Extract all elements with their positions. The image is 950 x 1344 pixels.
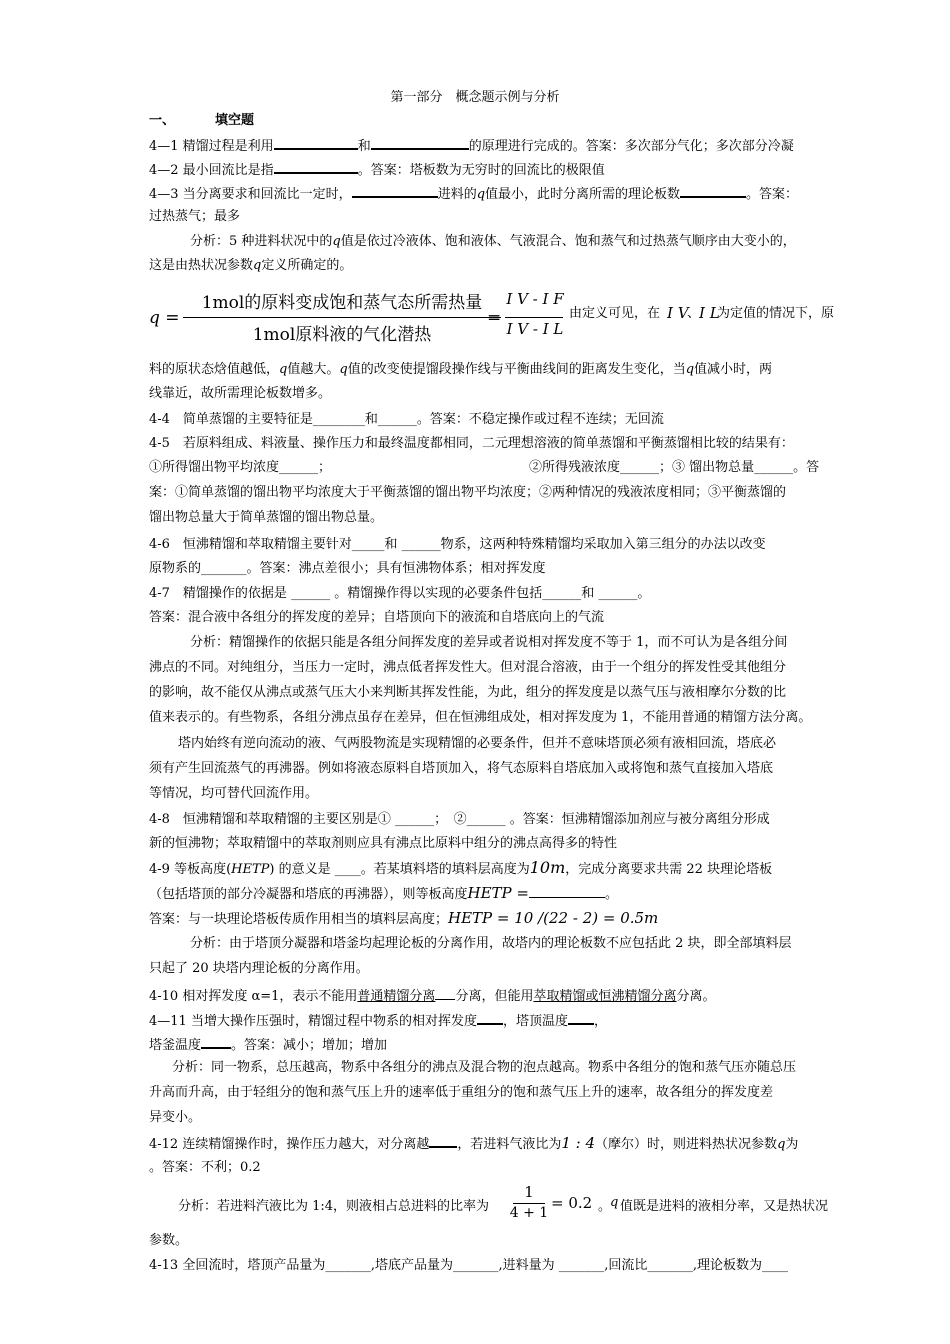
- q42-text-b: 。答案：塔板数为无穷时的回流比的极限值: [357, 163, 605, 178]
- q49-text-c: ，完成分离要求共需 22 块理论塔板: [565, 862, 773, 877]
- a2-text-c: 值的改变使提馏段操作线与平衡曲线间的距离发生变化，当: [347, 362, 686, 377]
- a7-text-a: 分析：若进料汽液比为 1:4，则液相占总进料的比率为: [178, 1199, 490, 1214]
- analysis-formula-follow: [149, 360, 839, 380]
- analysis-4-12: [178, 1183, 840, 1227]
- q411-blank-2: [568, 1010, 594, 1025]
- q49c-formula: HETP = 10 /(22 - 2) = 0.5m: [448, 909, 659, 927]
- a1b-symbol-q: q: [253, 258, 262, 273]
- formula-sep: 、: [687, 306, 701, 321]
- q49c-text-a: 答案：与一块理论塔板传质作用相当的填料层高度；: [149, 912, 449, 927]
- q41-blank-2: [371, 135, 469, 150]
- formula-numerator-2: I V - I F: [506, 290, 564, 308]
- q411-text-c: ，: [593, 1014, 607, 1029]
- q410-text-e: 分离。: [676, 989, 716, 1004]
- formula-tail: 为定值的情况下，原: [717, 306, 835, 321]
- analysis-4-9: 分析：由于塔顶分凝器和塔釜均起理论板的分离作用，故塔内的理论板数不应包括此 2 块，即全部填料层: [190, 936, 792, 951]
- q412-blank: [429, 1133, 457, 1148]
- q411b-blank: [201, 1034, 231, 1049]
- analysis-4-9-line2: 只起了 20 块塔内理论板的分离作用。: [149, 961, 369, 976]
- question-4-5-answer-2: 馏出物总量大于简单蒸馏的馏出物总量。: [149, 510, 384, 525]
- formula-fraction-bar-2: [505, 317, 563, 318]
- q43-text-b: 进料的: [437, 187, 477, 202]
- section-name: 填空题: [215, 113, 255, 128]
- analysis-4-7-para2: 塔内始终有逆向流动的液、气两股物流是实现精馏的必要条件，但并不意味塔顶必须有液相回流，塔底必: [178, 736, 777, 751]
- q410-text-a: 4-10 相对挥发度 α=1，表示不能用: [149, 989, 358, 1004]
- a2-symbol-q3: q: [685, 362, 695, 377]
- a2-text-b: 值越大。: [287, 362, 340, 377]
- q43-blank-2: [680, 183, 746, 198]
- question-4-8-line2: 新的恒沸物；萃取精馏中的萃取剂则应具有沸点比原料中组分的沸点高得多的特性: [149, 836, 618, 851]
- q49b-blank: [529, 884, 605, 898]
- question-4-9-line2: [149, 883, 839, 905]
- q43-symbol-q: q: [476, 187, 486, 202]
- formula-iv: I V: [667, 304, 689, 322]
- a7-frac-bar: [513, 1203, 545, 1204]
- analysis-4-7: 分析：精馏操作的依据只能是各组分间挥发度的差异或者说相对挥发度不等于 1，而不可认为是各组分间: [190, 635, 788, 650]
- a7-frac-denominator: 4 + 1: [509, 1205, 549, 1221]
- question-4-5: 4-5 若原料组成、料液量、操作压力和最终温度都相同，二元理想溶液的简单蒸馏和平衡蒸馏相比较的结果有：: [149, 436, 794, 451]
- question-4-12-answer: 。答案：不利；0.2: [149, 1160, 261, 1175]
- q410-text-c: 分离，但能用: [455, 989, 534, 1004]
- q41-text-c: 的原理进行完成的。答案：多次部分气化；多次部分冷凝: [468, 139, 794, 154]
- analysis-4-11-line3: 异变小。: [149, 1110, 202, 1125]
- q49-text-b: ) 的意义是 ____。若某填料塔的填料层高度为: [269, 862, 530, 877]
- analysis-4-7-line3: 的影响，故不能仅从沸点或蒸气压大小来判断其挥发性能，为此，组分的挥发度是以蒸气压与液相摩尔分数的比: [149, 685, 787, 700]
- question-4-9: [149, 858, 839, 880]
- formula-q-lhs: q =: [149, 308, 180, 328]
- question-4-11: [149, 1010, 839, 1032]
- q411b-text-b: 。答案：减小；增加；增加: [231, 1038, 388, 1053]
- analysis-4-12-line2: 参数。: [149, 1233, 189, 1248]
- q49b-text-c: 。: [604, 887, 618, 902]
- q412-text-a: 4-12 连续精馏操作时，操作压力越大，对分离越: [149, 1137, 430, 1152]
- a2-text-a: 料的原状态焓值越低，: [149, 362, 280, 377]
- question-4-6: 4-6 恒沸精馏和萃取精馏主要针对_____和 ______物系，这两种特殊精馏均采取加入第三组分的办法以改变: [149, 537, 766, 552]
- analysis-formula-follow-2: 线靠近，故所需理论板数增多。: [149, 386, 332, 401]
- question-4-6-line2: 原物系的_______。答案：沸点差很小；具有恒沸物体系；相对挥发度: [149, 561, 546, 576]
- q410-answer-2: 萃取精馏或恒沸精馏分离: [533, 989, 677, 1004]
- q410-answer-1: 普通精馏分离: [357, 989, 436, 1004]
- question-4-2: [149, 159, 839, 181]
- q412-ratio: 1 : 4: [561, 1134, 596, 1152]
- question-4-10: [149, 986, 839, 1007]
- question-4-5-answer: 案：①简单蒸馏的馏出物平均浓度大于平衡蒸馏的馏出物平均浓度；②两种情况的残液浓度相同；③平衡蒸馏的: [149, 485, 787, 500]
- a7-symbol-q: q: [610, 1195, 619, 1210]
- q412-symbol-q: q: [777, 1137, 786, 1152]
- question-4-7-answer: 答案：混合液中各组分的挥发度的差异；自塔顶向下的液流和自塔底向上的气流: [149, 610, 605, 625]
- analysis-4-7-line4: 值来表示的。有些物系，各组分沸点虽存在差异，但在恒沸组成处，相对挥发度为 1，不能用普通的精馏方法分离。: [149, 710, 812, 725]
- formula-denominator-2: I V - I L: [506, 320, 564, 338]
- q43-blank-1: [352, 183, 438, 198]
- q49-text-a: 4-9 等板高度(: [149, 862, 232, 877]
- q42-blank: [274, 159, 358, 174]
- a1b-text-b: 定义所确定的。: [261, 258, 353, 273]
- q412-text-d: 为: [785, 1137, 799, 1152]
- formula-fraction-bar: [183, 317, 501, 318]
- a7-result: = 0.2: [551, 1194, 593, 1212]
- q49b-text-a: （包括塔顶的部分冷凝器和塔底的再沸器），则等板高度: [149, 887, 468, 902]
- q49-hetp: HETP: [231, 862, 270, 877]
- a2-symbol-q2: q: [339, 362, 348, 377]
- question-4-5-line2: [149, 458, 839, 478]
- page-title: 第一部分 概念题示例与分析: [390, 90, 560, 105]
- q41-blank-1: [274, 135, 358, 150]
- q49-height-value: 10m: [529, 858, 566, 877]
- q49b-hetp: HETP =: [467, 884, 529, 902]
- analysis-4-3-line2: [149, 256, 839, 276]
- q43-answer: 过热蒸气；最多: [149, 209, 241, 224]
- a7-text-f: 。: [598, 1199, 612, 1214]
- question-4-3: [149, 183, 839, 205]
- analysis-4-7-para2-line2: 须有产生回流蒸气的再沸器。例如将液态原料自塔顶加入，将气态原料自塔底加入或将饱和蒸气直接加入塔底: [149, 761, 774, 776]
- q45-part-1: ①所得馏出物平均浓度______；: [149, 460, 332, 475]
- formula-mid-text: 由定义可见，在: [569, 306, 661, 321]
- q411-text-a: 4—11 当增大操作压强时，精馏过程中物系的相对挥发度: [149, 1014, 477, 1029]
- formula-denominator: 1mol原料液的气化潜热: [252, 325, 432, 345]
- a1b-text-a: 这是由热状况参数: [149, 258, 254, 273]
- section-number: 一、: [149, 113, 176, 128]
- q41-text-b: 和: [357, 139, 371, 154]
- q412-text-c: （摩尔）时，则进料热状况参数: [595, 1137, 778, 1152]
- q-definition-formula: [149, 288, 839, 348]
- a2-symbol-q1: q: [279, 362, 288, 377]
- q43-text-c: 值最小，此时分离所需的理论板数: [485, 187, 681, 202]
- q411-blank-1: [477, 1010, 503, 1025]
- q411-text-b: ，塔顶温度: [502, 1014, 568, 1029]
- analysis-4-7-para2-line3: 等情况，均可替代回流作用。: [149, 786, 319, 801]
- a1-symbol-q: q: [332, 234, 341, 249]
- q43-text-d: 。答案：: [746, 187, 799, 202]
- q42-text-a: 4—2 最小回流比是指: [149, 163, 274, 178]
- a2-text-d: 值减小时，两: [694, 362, 773, 377]
- question-4-4: 4-4 简单蒸馏的主要特征是________和______。答案：不稳定操作或过程不连续；无回流: [149, 412, 664, 427]
- q410-underline-pad: [435, 986, 455, 1000]
- a1-text-b: 值是依过冷液体、饱和液体、气液混合、饱和蒸气和过热蒸气顺序由大变小的，: [340, 234, 796, 249]
- formula-il: I L: [699, 304, 720, 322]
- a1-text-a: 分析：5 种进料状况中的: [190, 234, 333, 249]
- question-4-7: 4-7 精馏操作的依据是 ______ 。精馏操作得以实现的必要条件包括______和 ______。: [149, 586, 651, 601]
- q41-text-a: 4—1 精馏过程是利用: [149, 139, 274, 154]
- question-4-8: 4-8 恒沸精馏和萃取精馏的主要区别是① ______； ②______ 。答案：恒沸精馏添加剂应与被分离组分形成: [149, 812, 770, 827]
- question-4-1: [149, 135, 839, 157]
- a7-frac-numerator: 1: [524, 1183, 534, 1201]
- question-4-11-line2: [149, 1034, 839, 1056]
- formula-numerator: 1mol的原料变成饱和蒸气态所需热量: [201, 293, 483, 313]
- q411b-text-a: 塔釜温度: [149, 1038, 202, 1053]
- q45-part-2: ②所得残液浓度______；③ 馏出物总量______。答: [529, 460, 820, 475]
- a7-text-g: 值既是进料的液相分率，又是热状况: [620, 1199, 829, 1214]
- question-4-9-answer: [149, 908, 839, 930]
- formula-equals: =: [487, 308, 502, 328]
- analysis-4-11: 分析：同一物系，总压越高，物系中各组分的沸点及混合物的泡点越高。物系中各组分的饱和蒸气压亦随总压: [172, 1060, 797, 1075]
- analysis-4-3: [190, 232, 840, 252]
- analysis-4-11-line2: 升高而升高，由于轻组分的饱和蒸气压上升的速率低于重组分的饱和蒸气压上升的速率，故各组分的挥发度差: [149, 1085, 774, 1100]
- q43-text-a: 4—3 当分离要求和回流比一定时，: [149, 187, 352, 202]
- question-4-13: 4-13 全回流时，塔顶产品量为_______,塔底产品量为_______,进料量为 _______,回流比_______,理论板数为____: [149, 1258, 788, 1273]
- analysis-4-7-line2: 沸点的不同。对纯组分，当压力一定时，沸点低者挥发性大。但对混合溶液，由于一个组分的挥发性受其他组分: [149, 660, 787, 675]
- question-4-12: [149, 1133, 839, 1155]
- q412-text-b: ，若进料气液比为: [457, 1137, 562, 1152]
- section-heading: [149, 111, 839, 131]
